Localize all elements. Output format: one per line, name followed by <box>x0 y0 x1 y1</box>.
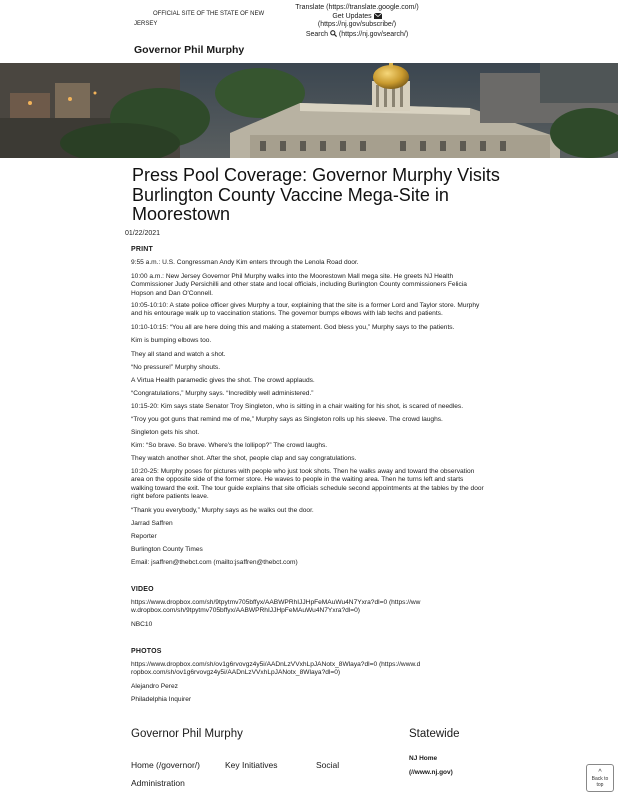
official-site-label-2: JERSEY <box>134 21 158 27</box>
byline-name: Jarrad Saffren <box>131 520 173 527</box>
search-link[interactable] <box>287 30 427 40</box>
paragraph: 10:00 a.m.: New Jersey Governor Phil Murphy walks into the Moorestown Mall mega site. He greets NJ Health Commissioner Judy Persichilli and other state and local officials, including Burlington County commissioners Felicia Hopson and Dan O'Connell. <box>131 273 467 297</box>
envelope-icon <box>374 13 382 19</box>
byline-outlet: Burlington County Times <box>131 546 203 553</box>
get-updates-label: Get Updates <box>332 12 372 20</box>
footer-link-key-initiatives[interactable]: Key Initiatives <box>225 760 278 770</box>
back-to-top-label: Back to top <box>591 776 609 788</box>
video-credit: NBC10 <box>131 621 153 628</box>
section-heading-print: PRINT <box>131 246 153 253</box>
translate-link[interactable]: Translate (https://translate.google.com/) <box>295 4 419 11</box>
header-utility-links <box>287 4 427 39</box>
footer-link-social[interactable]: Social <box>316 760 340 770</box>
footer-link-administration[interactable]: Administration <box>131 778 185 788</box>
photos-credit-outlet: Philadelphia Inquirer <box>131 696 192 703</box>
paragraph: 9:55 a.m.: U.S. Congressman Andy Kim enters through the Lenola Road door. <box>131 259 359 266</box>
paragraph: Singleton gets his shot. <box>131 429 200 436</box>
byline-role: Reporter <box>131 533 157 540</box>
paragraph: They watch another shot. After the shot, people clap and say congratulations. <box>131 455 357 462</box>
paragraph: “Congratulations,” Murphy says. “Incredibly well administered.” <box>131 390 314 397</box>
brand-logo-link[interactable]: Governor Phil Murphy <box>134 44 245 56</box>
official-site-label: OFFICIAL SITE OF THE STATE OF NEW <box>153 11 265 17</box>
footer-brand: Governor Phil Murphy <box>131 728 243 740</box>
footer-link-home[interactable]: Home (/governor/) <box>131 760 200 770</box>
nj-home-link[interactable]: NJ Home <box>409 755 438 762</box>
video-link[interactable]: https://www.dropbox.com/sh/9tpytmv705bffyx/AABWPRhIJJHpFeMAuWu4N7Yxra?dl=0 (https://www.dropbox.com/sh/9tpytmv705bffyx/AABWPRhIJJHpFeMAuWu4N7Yxra?dl=0) <box>131 599 421 615</box>
magnifier-icon <box>330 30 337 37</box>
paragraph: 10:15-20: Kim says state Senator Troy Singleton, who is sitting in a chair waiting for his shot, is scared of needles. <box>131 403 464 410</box>
paragraph: 10:05-10:10: A state police officer gives Murphy a tour, explaining that the site is a former Lord and Taylor store. Murphy and his entourage walk up to vaccination stations. The governor bumps elbows with lab techs and patients. <box>131 302 480 318</box>
paragraph: A Virtua Health paramedic gives the shot. The crowd applauds. <box>131 377 315 384</box>
paragraph: “Troy you got guns that remind me of me,” Murphy says as Singleton rolls up his sleeve. The crowd laughs. <box>131 416 443 423</box>
back-to-top-button[interactable] <box>586 764 614 792</box>
paragraph: Kim: “So brave. So brave. Where's the lollipop?” The crowd laughs. <box>131 442 328 449</box>
section-heading-video: VIDEO <box>131 586 154 593</box>
paragraph: Kim is bumping elbows too. <box>131 337 212 344</box>
paragraph: “Thank you everybody,” Murphy says as he walks out the door. <box>131 507 314 514</box>
get-updates-url[interactable]: (https://nj.gov/subscribe/) <box>317 21 397 28</box>
nj-home-url[interactable]: (//www.nj.gov) <box>409 769 453 776</box>
arrow-up-icon: ^ <box>598 769 602 776</box>
search-url: (https://nj.gov/search/) <box>338 30 409 38</box>
paragraph: “No pressure!” Murphy shouts. <box>131 364 221 371</box>
section-heading-photos: PHOTOS <box>131 648 162 655</box>
publish-date: 01/22/2021 <box>125 230 161 237</box>
paragraph: They all stand and watch a shot. <box>131 351 226 358</box>
page-title: Press Pool Coverage: Governor Murphy Visits Burlington County Vaccine Mega-Site in Moorestown <box>132 165 500 224</box>
paragraph: 10:10-10:15: “You all are here doing this and making a statement. God bless you,” Murphy says to the patients. <box>131 324 455 331</box>
hero-image-capitol <box>0 63 618 158</box>
search-label: Search <box>305 30 328 38</box>
photos-link[interactable]: https://www.dropbox.com/sh/ov1g6rvovgz4y5i/AADnLzVVxhLpJANotx_8Wlaya?dl=0 (https://www.dropbox.com/sh/ov1g6rvovgz4y5i/AADnLzVVxhLpJANotx_8Wlaya?dl=0) <box>131 661 421 677</box>
paragraph: 10:20-25: Murphy poses for pictures with people who just took shots. Then he walks away and toward the observation area on the opposite side of the former store. He waves to people in the waiting area. Then he turns left and starts walking toward the exit. The tour guide explains that site officials schedule second appointments at the tables by the door right before patients leave. <box>131 468 484 501</box>
byline-email-link[interactable]: Email: jsaffren@thebct.com (mailto:jsaffren@thebct.com) <box>131 559 298 566</box>
photos-credit-name: Alejandro Perez <box>131 683 178 690</box>
get-updates-link[interactable] <box>287 13 427 22</box>
footer-statewide-heading: Statewide <box>409 728 460 740</box>
